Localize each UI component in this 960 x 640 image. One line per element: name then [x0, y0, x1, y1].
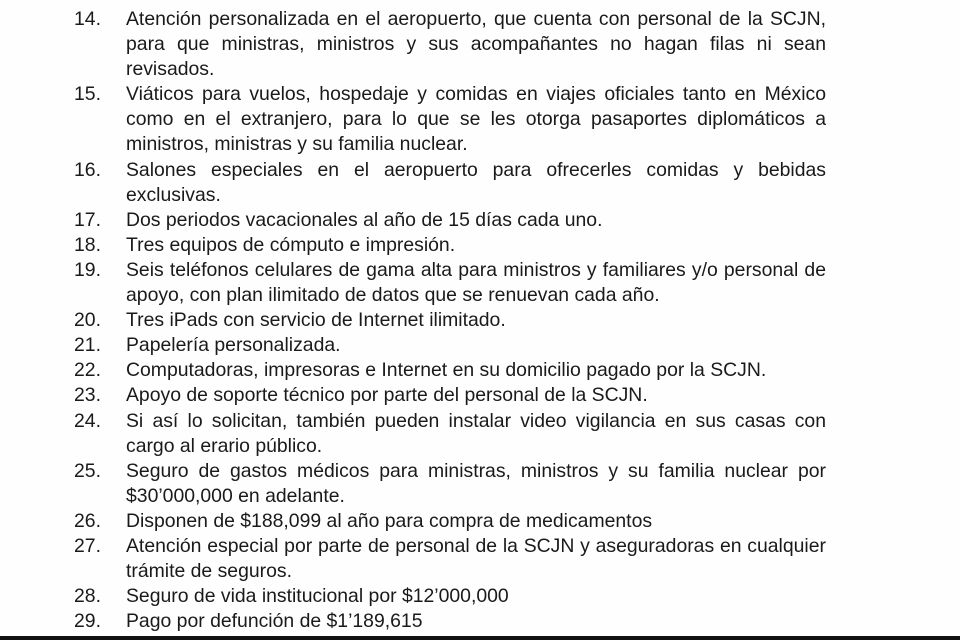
item-text: Tres iPads con servicio de Internet ilimitado. — [126, 309, 506, 332]
list-item — [74, 459, 826, 509]
item-number: 27. — [74, 534, 101, 557]
item-number: 25. — [74, 459, 101, 482]
list-item — [74, 208, 826, 233]
list-item — [74, 584, 826, 609]
list-item — [74, 258, 826, 308]
item-number: 18. — [74, 233, 101, 256]
item-text: Apoyo de soporte técnico por parte del personal de la SCJN. — [126, 384, 648, 407]
list-item — [74, 409, 826, 459]
list-item — [74, 7, 826, 82]
item-text: Computadoras, impresoras e Internet en su domicilio pagado por la SCJN. — [126, 359, 767, 382]
list-item — [74, 158, 826, 208]
item-text: Seis teléfonos celulares de gama alta para ministros y familiares y/o personal de apoyo, con plan ilimitado de datos que se renuevan cada año. — [126, 258, 826, 307]
item-text: Disponen de $188,099 al año para compra de medicamentos — [126, 509, 653, 532]
item-text: Salones especiales en el aeropuerto para ofrecerles comidas y bebidas exclusivas. — [126, 158, 826, 206]
item-number: 24. — [74, 409, 101, 432]
list-item — [74, 383, 826, 408]
item-text: Atención personalizada en el aeropuerto, que cuenta con personal de la SCJN, para que ministras, ministros y sus acompañantes no hagan filas ni sean revisados. — [126, 8, 826, 81]
item-number: 22. — [74, 359, 101, 382]
item-text: Dos periodos vacacionales al año de 15 días cada uno. — [126, 208, 603, 231]
item-number: 29. — [74, 610, 101, 633]
list-item — [74, 534, 826, 584]
item-number: 15. — [74, 83, 101, 106]
item-number: 21. — [74, 334, 101, 357]
list-item — [74, 609, 826, 634]
item-number: 20. — [74, 309, 101, 332]
item-text: Atención especial por parte de personal de la SCJN y aseguradoras en cualquier trámite de seguros. — [126, 534, 826, 583]
item-text: Seguro de gastos médicos para ministras, ministros y su familia nuclear por $30’000,000 en adelante. — [126, 459, 826, 507]
item-text: Tres equipos de cómputo e impresión. — [126, 233, 456, 256]
list-item — [74, 82, 826, 157]
item-number: 19. — [74, 258, 101, 281]
item-number: 14. — [74, 8, 101, 30]
item-text: Viáticos para vuelos, hospedaje y comidas en viajes oficiales tanto en México como en el extranjero, para lo que se les otorga pasaportes diplomáticos a ministros, ministras y su familia nuclear. — [126, 83, 826, 156]
item-text: Pago por defunción de $1’189,615 — [126, 610, 423, 633]
item-number: 28. — [74, 585, 101, 608]
item-number: 16. — [74, 158, 101, 181]
item-text: Papelería personalizada. — [126, 334, 341, 357]
list-item — [74, 233, 826, 258]
bottom-border — [0, 636, 960, 640]
list-item — [74, 509, 826, 534]
list-item — [74, 333, 826, 358]
item-text: Seguro de vida institucional por $12’000,000 — [126, 585, 509, 608]
list-item — [74, 308, 826, 333]
item-number: 17. — [74, 208, 101, 231]
item-number: 23. — [74, 384, 101, 407]
benefits-list — [74, 7, 826, 634]
item-number: 26. — [74, 509, 101, 532]
list-item — [74, 358, 826, 383]
item-text: Si así lo solicitan, también pueden instalar video vigilancia en sus casas con cargo al erario público. — [126, 409, 826, 457]
